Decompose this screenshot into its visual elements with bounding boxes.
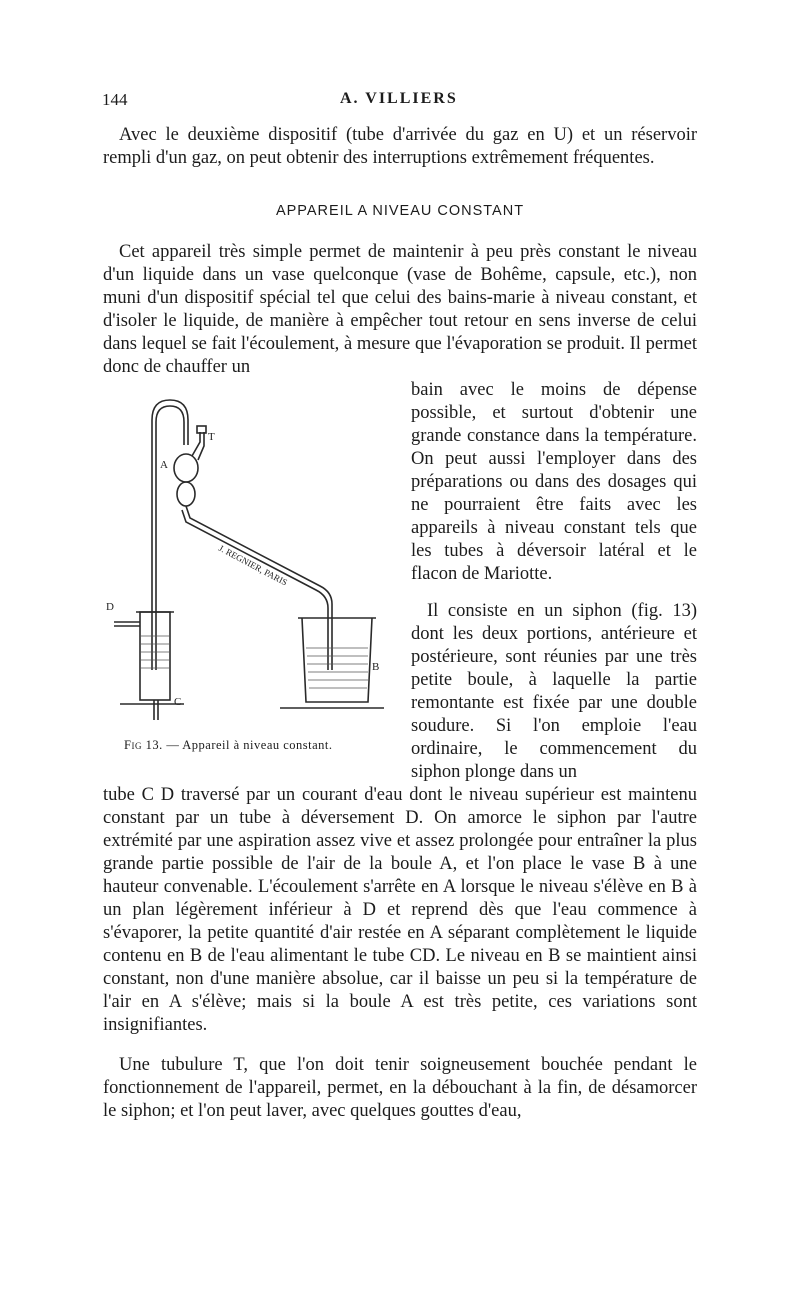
liquid-hatching-b: [306, 648, 368, 688]
paragraph-body-2-column: Il consiste en un siphon (fig. 13) dont les deux portions, antérieure et postérieure, sont réunies par une très petite boule, à laquelle la partie remontante est fixée par une double soudure. Si l'on emploie l'eau ordinaire, le commencement du siphon plonge dans un: [411, 601, 697, 782]
paragraph-body-2-full: tube C D traversé par un courant d'eau dont le niveau supérieur est maintenu constant par un tube à déversement D. On amorce le siphon par l'autre extrémité par une aspiration assez vive et assez prolongée pour entraîner la plus grande partie possible de l'air de la boule A, et l'on place le vase B à une hauteur convenable. L'écoulement s'arrête en A lorsque le niveau s'élève en B à un plan légèrement inférieur à D et reprend dès que l'eau commence à s'évaporer, la petite quantité d'air restée en A séparant complètement le liquide contenu en B de l'eau alimentant le tube CD. Le niveau en B se maintient ainsi constant, non d'une manière absolue, car il baisse un peu si la température de l'air en A s'élève; mais si la boule A est très petite, ces variations sont insignifiantes.: [103, 785, 697, 1035]
tube-cd-outlet: [154, 700, 158, 720]
label-t: T: [208, 431, 215, 443]
maker-inscription: J. REGNIER, PARIS: [217, 542, 290, 588]
caption-text: 13. — Appareil à niveau constant.: [141, 738, 333, 752]
siphon-crossing-tube: [186, 506, 332, 670]
vessel-b: [302, 618, 372, 702]
running-title: A. VILLIERS: [340, 90, 458, 107]
label-b: B: [372, 661, 380, 673]
paragraph-intro: Avec le deuxième dispositif (tube d'arrivée du gaz en U) et un réservoir rempli d'un gaz, on peut obtenir des interruptions extrêmement fréquentes.: [103, 125, 697, 168]
label-d: D: [106, 601, 114, 613]
paragraph-body-1: Cet appareil très simple permet de maintenir à peu près constant le niveau d'un liquide dans un vase quelconque (vase de Bohême, capsule, etc.), non muni d'un dispositif spécial tel que celui des bains-marie à niveau constant, et d'isoler le liquide, de manière à empêcher tout retour en sens inverse de celui dans lequel se fait l'écoulement, à mesure que l'évaporation se produit. Il permet donc de chauffer un: [103, 242, 697, 377]
section-heading: APPAREIL A NIVEAU CONSTANT: [275, 203, 525, 219]
label-c: C: [174, 696, 182, 708]
siphon-crossing-tube-inner: [182, 510, 328, 670]
figure-caption: [124, 738, 333, 753]
liquid-hatching-cd: [141, 636, 169, 668]
page-number: 144: [102, 90, 128, 109]
paragraph-body-3: Une tubulure T, que l'on doit tenir soigneusement bouchée pendant le fonctionnement de l'appareil, permet, en la débouchant à la fin, de désamorcer le siphon; et l'on peut laver, avec quelques gouttes d'eau,: [103, 1055, 697, 1121]
caption-label: Fig: [124, 738, 142, 752]
bulb-a: [174, 454, 198, 482]
bulb-a-lower: [177, 482, 195, 506]
paragraph-body-1-continued: bain avec le moins de dépense possible, et surtout d'obtenir une grande constance dans la température. On peut aussi l'employer dans des préparations ou dans des dosages qui ne pourraient être faits avec les appareils à niveau constant tels que les tubes à déversoir latéral et le flacon de Mariotte.: [411, 380, 697, 584]
tubulure-t: [192, 432, 204, 460]
tube-cd: [140, 612, 170, 700]
label-a: A: [160, 459, 168, 471]
tubulure-t-stopper: [197, 426, 206, 433]
figure-13-apparatus: [100, 390, 400, 720]
overflow-tube-d: [114, 622, 140, 626]
